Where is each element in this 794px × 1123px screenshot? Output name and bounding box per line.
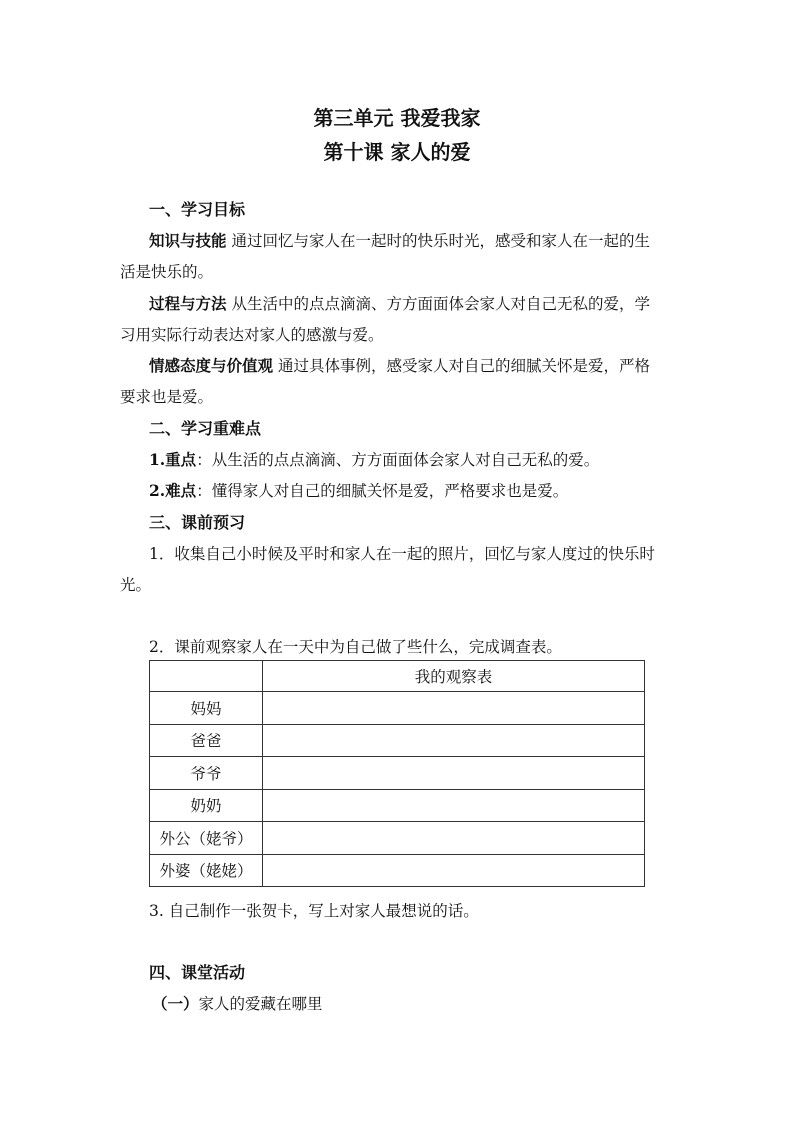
table-row-label: 奶奶 <box>150 789 263 822</box>
table-row-label: 外公（姥爷） <box>150 822 263 855</box>
difficult-point <box>149 479 568 501</box>
goal-process-line1 <box>149 292 650 314</box>
goal-attitude-line1 <box>149 354 650 376</box>
lesson-title: 第十课 家人的爱 <box>323 140 471 164</box>
goal-process-text: 从生活中的点点滴滴、方方面面体会家人对自己无私的爱，学 <box>226 295 650 313</box>
table-header-blank <box>150 661 263 692</box>
goal-attitude-text: 通过具体事例，感受家人对自己的细腻关怀是爱，严格 <box>273 357 650 375</box>
goal-attitude-line2: 要求也是爱。 <box>120 388 214 406</box>
preview-item2: 2．课前观察家人在一天中为自己做了些什么，完成调查表。 <box>149 638 562 656</box>
table-row-entry[interactable] <box>263 822 645 855</box>
key-point <box>149 448 599 470</box>
table-header-title: 我的观察表 <box>263 661 645 692</box>
activity-sub1-text: 家人的爱藏在哪里 <box>198 995 323 1013</box>
table-row-entry[interactable] <box>263 692 645 725</box>
table-row-entry[interactable] <box>263 789 645 822</box>
goal-knowledge-text: 通过回忆与家人在一起时的快乐时光，感受和家人在一起的生 <box>226 232 650 250</box>
table-row-entry[interactable] <box>263 854 645 887</box>
table-row-entry[interactable] <box>263 724 645 757</box>
table-row <box>150 724 645 757</box>
table-row <box>150 854 645 887</box>
key-point-label: 1.重点 <box>149 450 197 469</box>
table-row <box>150 757 645 790</box>
goal-attitude-label: 情感态度与价值观 <box>149 356 274 375</box>
goal-process-line2: 习用实际行动表达对家人的感激与爱。 <box>120 326 384 344</box>
difficult-point-label: 2.难点 <box>149 481 197 500</box>
goal-process-label: 过程与方法 <box>149 294 227 313</box>
activity-sub1-label: （一） <box>152 994 199 1013</box>
preview-item1-line2: 光。 <box>120 576 152 594</box>
table-row <box>150 789 645 822</box>
table-header-row <box>150 661 645 692</box>
table-row-entry[interactable] <box>263 757 645 790</box>
table-row <box>150 692 645 725</box>
activity-sub1 <box>152 992 323 1014</box>
preview-item1-line1: 1．收集自己小时候及平时和家人在一起的照片，回忆与家人度过的快乐时 <box>149 545 655 563</box>
goal-knowledge-line1 <box>149 229 650 251</box>
difficult-point-text: ：懂得家人对自己的细腻关怀是爱，严格要求也是爱。 <box>196 482 569 500</box>
preview-item3: 3. 自己制作一张贺卡，写上对家人最想说的话。 <box>149 902 479 920</box>
table-row <box>150 822 645 855</box>
table-row-label: 妈妈 <box>150 692 263 725</box>
key-point-text: ：从生活的点点滴滴、方方面面体会家人对自己无私的爱。 <box>196 451 600 469</box>
section-heading-goals: 一、学习目标 <box>149 200 246 219</box>
section-heading-activities: 四、课堂活动 <box>149 963 246 982</box>
table-row-label: 爷爷 <box>150 757 263 790</box>
section-heading-preview: 三、课前预习 <box>149 513 246 532</box>
section-heading-keypoints: 二、学习重难点 <box>149 419 262 438</box>
observation-table <box>149 660 645 887</box>
unit-title: 第三单元 我爱我家 <box>313 106 481 130</box>
goal-knowledge-line2: 活是快乐的。 <box>120 263 214 281</box>
table-row-label: 爸爸 <box>150 724 263 757</box>
table-row-label: 外婆（姥姥） <box>150 854 263 887</box>
goal-knowledge-label: 知识与技能 <box>149 231 227 250</box>
